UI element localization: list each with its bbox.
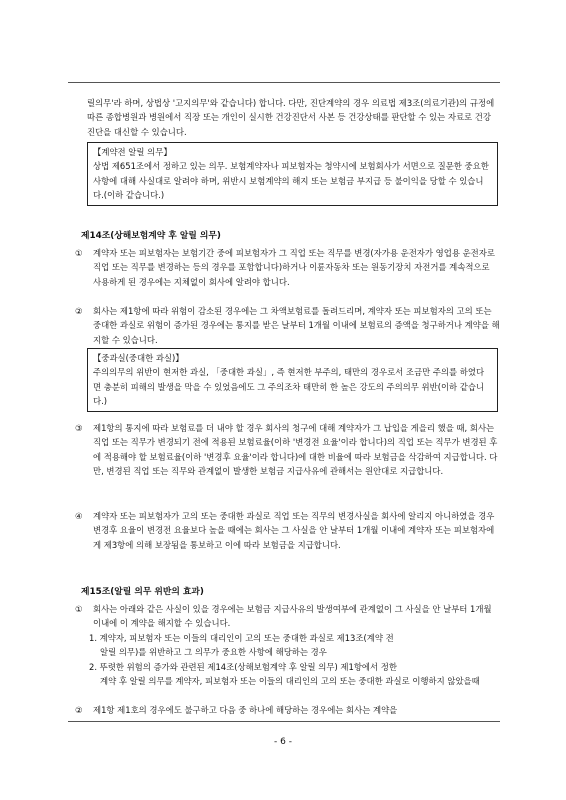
article-15-heading: 제15조(알릴 의무 위반의 효과) — [81, 587, 204, 597]
item-text: 제1항 제1호의 경우에도 불구하고 다음 중 하나에 해당하는 경우에는 회사는 계약을 — [93, 705, 398, 715]
item-number: ③ — [75, 423, 83, 433]
article-14-heading: 제14조(상해보험계약 후 알릴 의무) — [81, 231, 221, 241]
intro-paragraph: 릴의무'라 하며, 상법상 '고지의무'와 같습니다) 합니다. 다만, 진단계약의 경우 의료법 제3조(의료기관)의 규정에 따른 종합병원과 병원에서 직장 또는 개인이 실시한 건강진단서 사본 등 건강상태를 판단할 수 있는 자료로 건강진단을 대신할 수 있습니다. — [87, 98, 495, 137]
subitem-continuation: 알릴 의무)를 위반하고 그 의무가 중요한 사항에 해당하는 경우 — [100, 647, 327, 658]
article-14-item-3 — [75, 421, 500, 478]
item-text: 제1항의 통지에 따라 보험료를 더 내야 할 경우 회사의 청구에 대해 계약자가 그 납입을 게을리 했을 때, 회사는 직업 또는 직무가 변경되기 전에 적용된 보험료율(이하 '변경전 요율'이라 합니다)의 직업 또는 직무가 변경된 후에 적용해야 할 보험료율(이하 '변경후 요율'이라 합니다)에 대한 비율에 따라 보험금을 삭감하여 지급합니다. 다만, 변경된 직업 또는 직무와 관계없이 발생한 보험금 지급사유에 관해서는 원안대로 지급합니다. — [93, 423, 498, 476]
note-body: 상법 제651조에서 정하고 있는 의무. 보험계약자나 피보험자는 청약시에 보험회사가 서면으로 질문한 중요한 사항에 대해 사실대로 알려야 하며, 위반시 보험계약의 해지 또는 보험금 부지급 등 불이익을 당할 수 있습니다.(이하 같습니다.) — [93, 161, 489, 200]
note-title: 【중과실(중대한 과실)】 — [93, 353, 184, 363]
item-text: 회사는 아래와 같은 사실이 있을 경우에는 보험금 지급사유의 발생여부에 관계없이 그 사실을 안 날부터 1개월 이내에 이 계약을 해지할 수 있습니다. — [93, 604, 492, 629]
subitem-text: 1. 계약자, 피보험자 또는 이들의 대리인이 고의 또는 중대한 과실로 제13조(계약 전 — [89, 633, 394, 643]
article-15-subitem-2 — [89, 660, 499, 689]
item-text: 계약자 또는 피보험자가 고의 또는 중대한 과실로 직업 또는 직무의 변경사실을 회사에 알리지 아니하였을 경우 변경후 요율이 변경전 요율보다 높을 때에는 회사는 그 사실을 안 날부터 1개월 이내에 계약자 또는 피보험자에게 제3항에 의해 보장됨을 통보하고 이에 따라 보험금을 지급합니다. — [93, 511, 495, 550]
article-15-item-1 — [75, 602, 500, 631]
article-14-item-1 — [75, 246, 500, 289]
article-14-item-4 — [75, 509, 500, 552]
item-text: 계약자 또는 피보험자는 보험기간 중에 피보험자가 그 직업 또는 직무를 변경(자가용 운전자가 영업용 운전자로 직업 또는 직무를 변경하는 등의 경우를 포함합니다)하거나 이륜자동차 또는 원동기장치 자전거를 계속적으로 사용하게 된 경우에는 지체없이 회사에 알려야 합니다. — [93, 248, 495, 287]
item-number: ④ — [75, 511, 83, 521]
article-15-subitem-1 — [89, 631, 499, 660]
item-number: ① — [75, 248, 83, 258]
subitem-text: 2. 뚜렷한 위험의 증가와 관련된 제14조(상해보험계약 후 알릴 의무) 제1항에서 정한 — [89, 662, 397, 672]
item-number: ② — [75, 306, 83, 316]
page-number: - 6 - — [274, 737, 292, 747]
note-body: 주의의무의 위반이 현저한 과실, 「중대한 과실」, 즉 현저한 부주의, 태만의 경우로서 조금만 주의를 하였다면 충분히 피해의 발생을 막을 수 있었음에도 그 주의조차 태만히 한 높은 강도의 주의의무 위반(이하 같습니다.) — [93, 367, 485, 406]
note-title: 【계약전 알릴 의무】 — [93, 147, 172, 157]
article-14-item-2 — [75, 304, 500, 347]
footer-rule — [68, 721, 500, 722]
article-15-item-2 — [75, 703, 500, 717]
item-text: 회사는 제1항에 따라 위험이 감소된 경우에는 그 차액보험료를 돌려드리며, 계약자 또는 피보험자의 고의 또는 중대한 과실로 위험이 증가된 경우에는 통지를 받은 날부터 1개월 이내에 보험료의 증액을 청구하거나 계약을 해지할 수 있습니다. — [93, 306, 500, 345]
gross-negligence-note — [87, 348, 498, 412]
pre-contract-duty-note — [87, 142, 498, 206]
subitem-continuation: 계약 후 알릴 의무를 계약자, 피보험자 또는 이들의 대리인의 고의 또는 중대한 과실로 이행하지 않았을때 — [100, 676, 480, 687]
header-rule — [68, 82, 500, 83]
item-number: ② — [75, 705, 83, 715]
item-number: ① — [75, 604, 83, 614]
